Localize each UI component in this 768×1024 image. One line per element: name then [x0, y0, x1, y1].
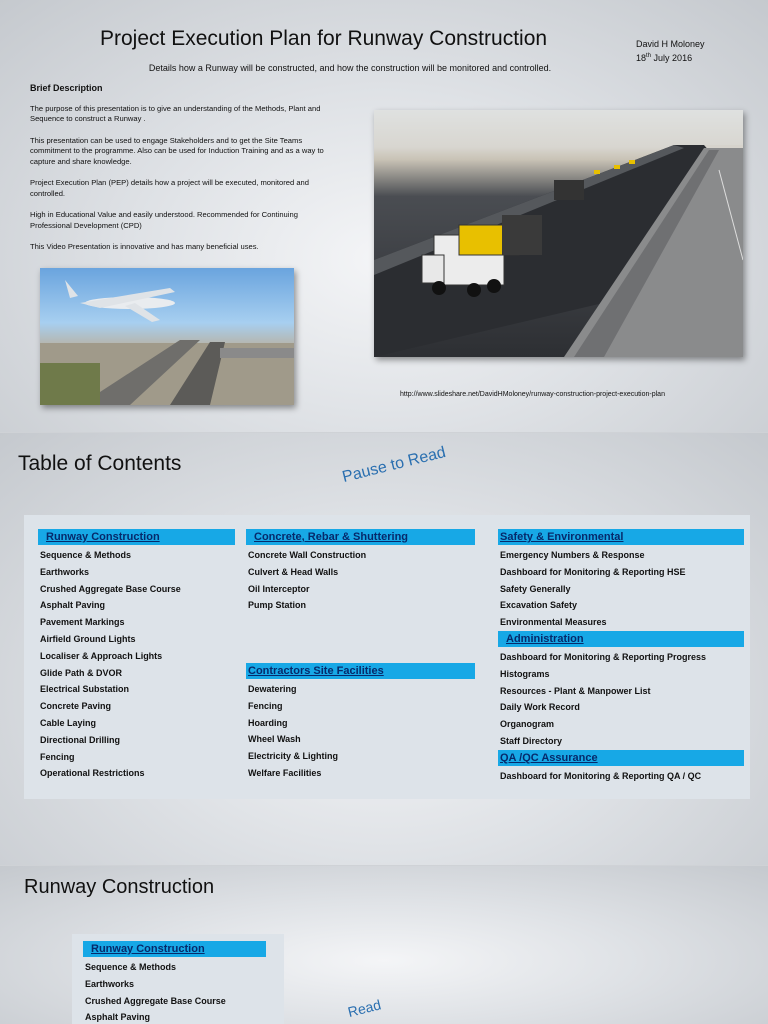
author-block: [636, 38, 705, 64]
slide-title: Project Execution Plan for Runway Construction: [100, 27, 548, 50]
brief-paragraph: High in Educational Value and easily understood. Recommended for Continuing Professional Development (CPD): [30, 210, 298, 230]
toc-item[interactable]: Asphalt Paving: [85, 1012, 151, 1023]
brief-heading: Brief Description: [30, 83, 103, 93]
pause-to-read-label: Pause to Read: [340, 443, 448, 487]
toc-item[interactable]: Oil Interceptor: [248, 583, 310, 594]
toc-item[interactable]: Dashboard for Monitoring & Reporting Progress: [500, 651, 707, 662]
toc-item[interactable]: Histograms: [500, 668, 550, 679]
toc-item[interactable]: Wheel Wash: [248, 734, 301, 745]
brief-paragraph: Project Execution Plan (PEP) details how a project will be executed, monitored and controlled.: [30, 178, 310, 198]
toc-column-concrete: [246, 529, 475, 614]
toc-item[interactable]: Concrete Wall Construction: [248, 550, 367, 560]
runway-paving-illustration: [374, 110, 743, 357]
date: [636, 50, 705, 64]
section-toc-panel: [72, 934, 284, 1024]
toc-item[interactable]: Localiser & Approach Lights: [40, 650, 163, 661]
section-toc-column: [83, 941, 266, 1024]
toc-title: Table of Contents: [18, 452, 182, 475]
toc-item[interactable]: Dashboard for Monitoring & Reporting QA / QC: [500, 770, 702, 781]
toc-item[interactable]: Pump Station: [248, 600, 306, 611]
slide-runway-construction: [0, 866, 768, 1024]
toc-item[interactable]: Earthworks: [40, 566, 90, 577]
toc-item[interactable]: Electricity & Lighting: [248, 751, 339, 762]
slide-subtitle: Details how a Runway will be constructed, and how the construction will be monitored and controlled.: [148, 63, 552, 73]
toc-item[interactable]: Daily Work Record: [500, 702, 580, 713]
toc-header-runway-construction[interactable]: Runway Construction: [83, 941, 266, 957]
date-day: 18: [636, 53, 647, 63]
toc-column-runway: [38, 529, 235, 782]
brief-paragraph: The purpose of this presentation is to give an understanding of the Methods, Plant and Sequence to construct a Runway .: [30, 103, 321, 123]
toc-item[interactable]: Airfield Ground Lights: [40, 633, 136, 644]
toc-item[interactable]: Staff Directory: [500, 735, 563, 746]
toc-item[interactable]: Electrical Substation: [40, 684, 130, 695]
toc-item[interactable]: Earthworks: [85, 978, 135, 989]
pause-to-read-label: Read: [346, 996, 383, 1020]
toc-item[interactable]: Fencing: [40, 751, 75, 762]
slide-project-execution-plan: [0, 0, 768, 432]
toc-item[interactable]: Concrete Paving: [40, 701, 112, 712]
brief-paragraph: This presentation can be used to engage Stakeholders and to get the Site Teams commitment to the programme. Also can be used for Induction Training and as a way to capture and share knowledge.: [30, 135, 324, 166]
toc-header-runway-construction[interactable]: Runway Construction: [38, 529, 235, 545]
runway-paving-photo: [374, 110, 743, 357]
toc-header-concrete[interactable]: Concrete, Rebar & Shuttering: [246, 529, 475, 545]
toc-item[interactable]: Crushed Aggregate Base Course: [40, 583, 181, 594]
toc-item[interactable]: Organogram: [500, 719, 555, 730]
toc-column-site-facilities: [246, 663, 475, 782]
author-name: David H Moloney: [636, 39, 705, 49]
brief-paragraph: This Video Presentation is innovative and has many beneficial uses.: [30, 242, 259, 251]
toc-item[interactable]: Sequence & Methods: [40, 550, 132, 560]
date-suffix: th: [646, 53, 652, 59]
toc-header-qa-qc[interactable]: QA /QC Assurance: [498, 750, 744, 766]
toc-item[interactable]: Sequence & Methods: [85, 962, 177, 972]
toc-column-safety: [498, 529, 744, 785]
toc-item[interactable]: Glide Path & DVOR: [40, 667, 123, 678]
toc-item[interactable]: Operational Restrictions: [40, 768, 145, 779]
brief-description: [30, 83, 340, 264]
toc-item[interactable]: Emergency Numbers & Response: [500, 550, 645, 560]
toc-panel: [24, 515, 750, 799]
toc-item[interactable]: Environmental Measures: [500, 617, 607, 628]
toc-item[interactable]: Dewatering: [248, 684, 297, 694]
toc-item[interactable]: Resources - Plant & Manpower List: [500, 685, 651, 696]
toc-item[interactable]: Welfare Facilities: [248, 767, 322, 778]
aircraft-illustration: [40, 268, 294, 405]
toc-item[interactable]: Directional Drilling: [40, 734, 121, 745]
source-url[interactable]: http://www.slideshare.net/DavidHMoloney/runway-construction-project-execution-plan: [400, 391, 665, 398]
toc-item[interactable]: Crushed Aggregate Base Course: [85, 995, 226, 1006]
toc-item[interactable]: Excavation Safety: [500, 600, 578, 611]
section-title: Runway Construction: [24, 876, 215, 898]
toc-item[interactable]: Hoarding: [248, 717, 288, 728]
toc-item[interactable]: Asphalt Paving: [40, 600, 106, 611]
toc-item[interactable]: Fencing: [248, 700, 283, 711]
aircraft-airfield-photo: [40, 268, 294, 405]
toc-item[interactable]: Safety Generally: [500, 583, 571, 594]
toc-item[interactable]: Dashboard for Monitoring & Reporting HSE: [500, 566, 686, 577]
date-rest: July 2016: [653, 53, 693, 63]
toc-header-safety[interactable]: Safety & Environmental: [498, 529, 744, 545]
toc-header-administration[interactable]: Administration: [498, 631, 744, 647]
toc-header-site-facilities[interactable]: Contractors Site Facilities: [246, 663, 475, 679]
toc-item[interactable]: Cable Laying: [40, 717, 97, 728]
toc-item[interactable]: Culvert & Head Walls: [248, 566, 339, 577]
slide-table-of-contents: [0, 433, 768, 865]
toc-item[interactable]: Pavement Markings: [40, 617, 125, 628]
